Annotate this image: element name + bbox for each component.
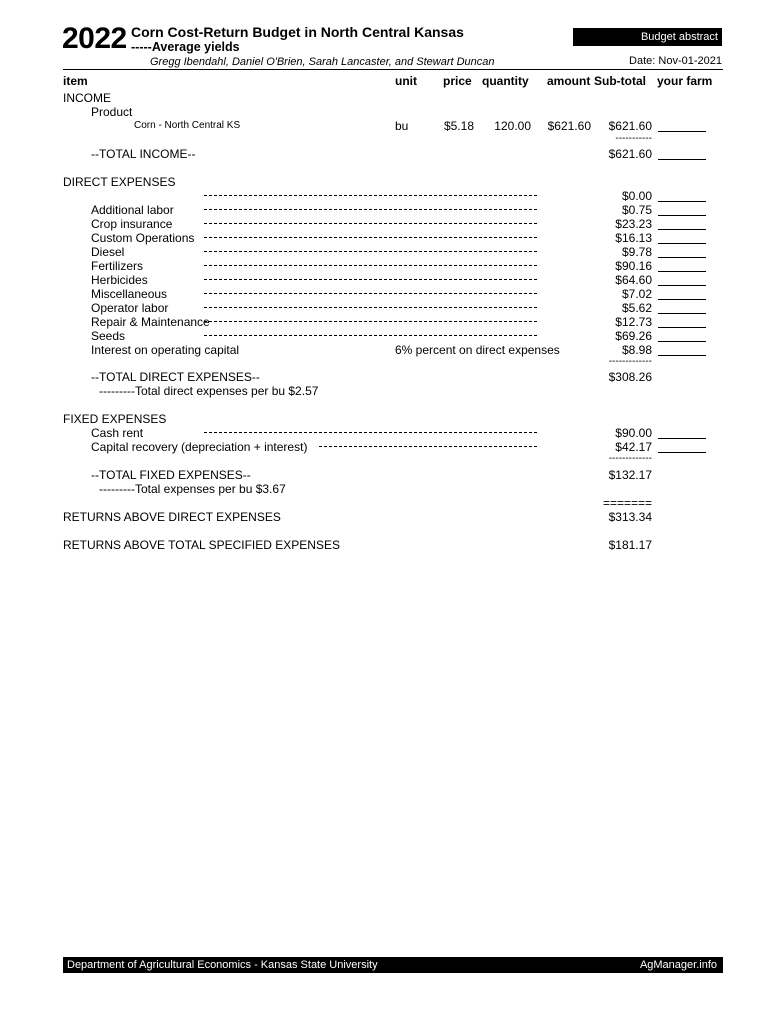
fixed-separator: ------------- (608, 453, 652, 464)
fixed-item-value: $90.00 (615, 426, 652, 440)
header-rule (63, 69, 723, 70)
your-farm-blank[interactable] (658, 438, 706, 439)
leader-line (204, 321, 537, 322)
leader-line (204, 335, 537, 336)
direct-item-label: Additional labor (91, 203, 174, 217)
your-farm-blank[interactable] (658, 229, 706, 230)
leader-line (204, 432, 537, 433)
total-direct-value: $308.26 (608, 370, 652, 384)
leader-line (319, 446, 537, 447)
your-farm-blank[interactable] (658, 215, 706, 216)
your-farm-blank[interactable] (658, 341, 706, 342)
direct-item-label: Fertilizers (91, 259, 144, 273)
total-direct-label: --TOTAL DIRECT EXPENSES-- (91, 370, 260, 384)
col-amount: amount (547, 74, 591, 88)
direct-item-value: $16.13 (615, 231, 652, 245)
total-income-label: --TOTAL INCOME-- (91, 147, 196, 161)
direct-item-value: $7.02 (621, 287, 652, 301)
leader-line (204, 195, 537, 196)
returns-direct-label: RETURNS ABOVE DIRECT EXPENSES (63, 510, 281, 524)
product-price: $5.18 (443, 119, 474, 133)
direct-separator: ------------- (608, 356, 652, 367)
total-income-value: $621.60 (608, 147, 652, 161)
leader-line (204, 293, 537, 294)
direct-item-value: $0.75 (621, 203, 652, 217)
your-farm-blank[interactable] (658, 159, 706, 160)
direct-item-label: Operator labor (91, 301, 169, 315)
interest-value: $8.98 (621, 343, 652, 357)
footer-department: Department of Agricultural Economics - Kansas State University (67, 959, 378, 971)
direct-item-value: $23.23 (615, 217, 652, 231)
page-title: Corn Cost-Return Budget in North Central Kansas (131, 24, 464, 40)
product-label: Product (91, 105, 133, 119)
direct-item-label: Herbicides (91, 273, 148, 287)
direct-expenses-heading: DIRECT EXPENSES (63, 175, 176, 189)
product-amount: $621.60 (547, 119, 591, 133)
authors: Gregg Ibendahl, Daniel O'Brien, Sarah Lancaster, and Stewart Duncan (150, 56, 495, 68)
direct-per-bu: ---------Total direct expenses per bu $2.57 (99, 384, 319, 398)
direct-item-value: $9.78 (621, 245, 652, 259)
your-farm-blank[interactable] (658, 299, 706, 300)
leader-line (204, 279, 537, 280)
col-your-farm: your farm (657, 74, 713, 88)
direct-item-label: Crop insurance (91, 217, 173, 231)
returns-separator: ======= (602, 496, 652, 510)
direct-item-label: Diesel (91, 245, 125, 259)
fixed-item-value: $42.17 (615, 440, 652, 454)
budget-date: Date: Nov-01-2021 (629, 55, 722, 67)
leader-line (204, 265, 537, 266)
direct-item-value: $12.73 (615, 315, 652, 329)
direct-item-label: Repair & Maintenance (91, 315, 210, 329)
direct-item-label: Custom Operations (91, 231, 195, 245)
leader-line (204, 223, 537, 224)
col-item: item (63, 74, 88, 88)
col-unit: unit (395, 74, 417, 88)
income-heading: INCOME (63, 91, 111, 105)
direct-item-label: Seeds (91, 329, 126, 343)
fixed-per-bu: ---------Total expenses per bu $3.67 (99, 482, 286, 496)
returns-total-value: $181.17 (608, 538, 652, 552)
footer-bar (63, 957, 723, 973)
col-quantity: quantity (482, 74, 529, 88)
returns-direct-value: $313.34 (608, 510, 652, 524)
leader-line (204, 237, 537, 238)
income-separator: ----------- (615, 133, 652, 144)
product-name: Corn - North Central KS (134, 120, 241, 131)
your-farm-blank[interactable] (658, 257, 706, 258)
your-farm-blank[interactable] (658, 243, 706, 244)
budget-abstract-badge: Budget abstract (573, 28, 722, 46)
product-unit: bu (395, 119, 409, 133)
direct-item-value: $90.16 (615, 259, 652, 273)
direct-item-value: $69.26 (615, 329, 652, 343)
your-farm-blank[interactable] (658, 355, 706, 356)
fixed-item-label: Cash rent (91, 426, 144, 440)
your-farm-blank[interactable] (658, 327, 706, 328)
your-farm-blank[interactable] (658, 131, 706, 132)
interest-label: Interest on operating capital (91, 343, 240, 357)
footer-site-link[interactable]: AgManager.info (639, 959, 717, 971)
page-subtitle: -----Average yields (131, 40, 240, 54)
leader-line (204, 209, 537, 210)
direct-item-value: $5.62 (621, 301, 652, 315)
col-subtotal: Sub-total (594, 74, 646, 88)
your-farm-blank[interactable] (658, 271, 706, 272)
direct-item-label: Miscellaneous (91, 287, 168, 301)
your-farm-blank[interactable] (658, 313, 706, 314)
total-fixed-label: --TOTAL FIXED EXPENSES-- (91, 468, 251, 482)
your-farm-blank[interactable] (658, 201, 706, 202)
returns-total-label: RETURNS ABOVE TOTAL SPECIFIED EXPENSES (63, 538, 340, 552)
leader-line (204, 307, 537, 308)
fixed-expenses-heading: FIXED EXPENSES (63, 412, 167, 426)
product-quantity: 120.00 (494, 119, 531, 133)
interest-note: 6% percent on direct expenses (395, 343, 560, 357)
product-subtotal: $621.60 (608, 119, 652, 133)
budget-year: 2022 (62, 22, 127, 55)
your-farm-blank[interactable] (658, 452, 706, 453)
leader-line (204, 251, 537, 252)
col-price: price (443, 74, 472, 88)
direct-item-value: $64.60 (615, 273, 652, 287)
total-fixed-value: $132.17 (608, 468, 652, 482)
your-farm-blank[interactable] (658, 285, 706, 286)
fixed-item-label: Capital recovery (depreciation + interest) (91, 440, 308, 454)
direct-expenses-heading-value: $0.00 (621, 189, 652, 203)
